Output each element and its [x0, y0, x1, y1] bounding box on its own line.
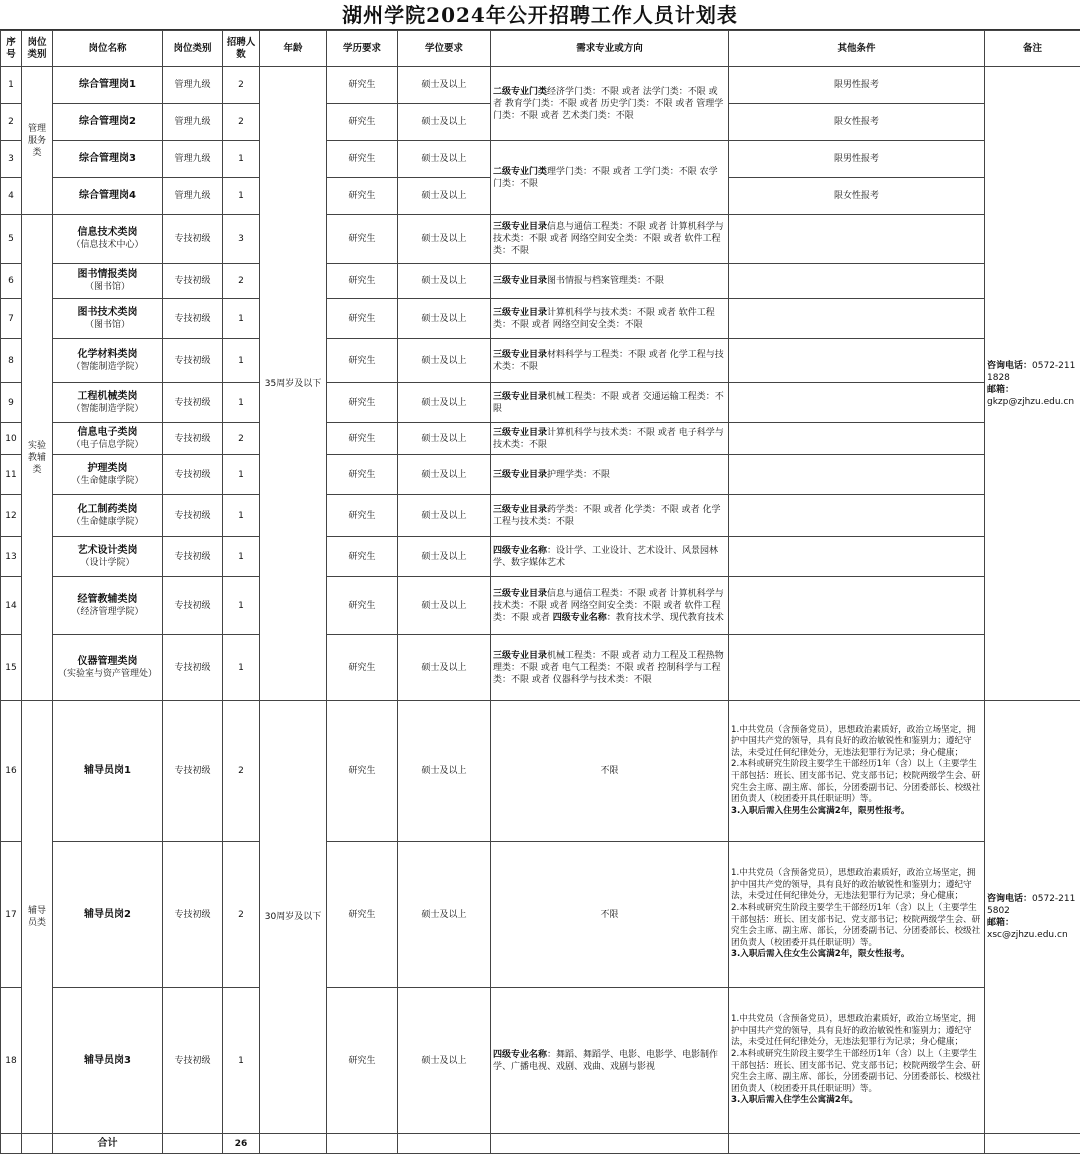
table-row: [1, 455, 1080, 495]
position-dept: （智能制造学院）: [71, 403, 144, 414]
position-level: 管理九级: [163, 104, 223, 141]
condition-2: 2.本科或研究生阶段主要学生干部经历1年（含）以上（主要学生干部包括：班长、团支部书记、党支部书记；校院两级学生会、研究生会主席、副主席、部长，分团委副书记、分团委部长、校级社团负责人（校团委开具任职证明）等。: [731, 902, 981, 948]
education: 研究生: [327, 701, 398, 842]
table-row: [1, 67, 1080, 104]
position-name: 辅导员岗2: [53, 842, 163, 988]
major-text: ：舞蹈、舞蹈学、电影、电影学、电影制作学、广播电视、戏剧、戏曲、戏剧与影视: [493, 1049, 719, 1072]
position-name: [53, 383, 163, 423]
total-count: 26: [223, 1134, 260, 1154]
major-cell: [491, 67, 729, 141]
position-title: 化学材料类岗: [77, 348, 138, 360]
other-conditions: [729, 423, 985, 455]
position-name: 辅导员岗3: [53, 988, 163, 1134]
other-conditions: [729, 988, 985, 1134]
position-dept: （设计学院）: [80, 557, 135, 568]
other-conditions: [729, 537, 985, 577]
table-row: [1, 215, 1080, 264]
header-level: 岗位类别: [163, 31, 223, 67]
hire-count: 3: [223, 215, 260, 264]
total-blank: [327, 1134, 398, 1154]
major-text: 信息与通信工程类：不限 或者 计算机科学与技术类：不限 或者 网络空间安全类：不限 或者 软件工程类：不限: [493, 222, 724, 256]
other-conditions: [729, 577, 985, 635]
table-row: [1, 339, 1080, 383]
phone-number: 0572-2111828: [987, 360, 1076, 383]
degree: 硕士及以上: [398, 339, 491, 383]
major-cell: [491, 537, 729, 577]
other-conditions: 限女性报考: [729, 178, 985, 215]
position-name: [53, 577, 163, 635]
table-row: [1, 537, 1080, 577]
major-text: 机械工程类：不限 或者 动力工程及工程热物理类：不限 或者 电气工程类：不限 或者 控制科学与工程类：不限 或者 仪器科学与技术类：不限: [493, 650, 724, 685]
major-text: 机械工程类：不限 或者 交通运输工程类：不限: [493, 391, 724, 414]
degree: 硕士及以上: [398, 455, 491, 495]
major-cell: [491, 577, 729, 635]
total-blank: [491, 1134, 729, 1154]
condition-2: 2.本科或研究生阶段主要学生干部经历1年（含）以上（主要学生干部包括：班长、团支部书记、党支部书记；校院两级学生会、研究生会主席、副主席、部长，分团委副书记、分团委部长、校级社团负责人（校团委开具任职证明）等。: [731, 1048, 981, 1094]
header-major: 需求专业或方向: [491, 31, 729, 67]
position-level: 专技初级: [163, 215, 223, 264]
row-number: 15: [1, 635, 22, 701]
education: 研究生: [327, 141, 398, 178]
major-text: 材料科学与工程类：不限 或者 化学工程与技术类：不限: [493, 349, 724, 372]
total-blank: [985, 1134, 1080, 1154]
table-row: [1, 299, 1080, 339]
condition-2: 2.本科或研究生阶段主要学生干部经历1年（含）以上（主要学生干部包括：班长、团支部书记、党支部书记；校院两级学生会、研究生会主席、副主席、部长，分团委副书记、分团委部长、校级社团负责人（校团委开具任职证明）等。: [731, 759, 981, 805]
major-cell: [491, 455, 729, 495]
row-number: 2: [1, 104, 22, 141]
education: 研究生: [327, 299, 398, 339]
education: 研究生: [327, 635, 398, 701]
degree: 硕士及以上: [398, 299, 491, 339]
major-cell: [491, 988, 729, 1134]
condition-3: 3.入职后需入住男生公寓满2年，限男性报考。: [731, 805, 910, 816]
position-name: [53, 264, 163, 299]
table-row: [1, 264, 1080, 299]
age-cell: 30周岁及以下: [260, 701, 327, 1134]
degree: 硕士及以上: [398, 842, 491, 988]
hire-count: 1: [223, 141, 260, 178]
degree: 硕士及以上: [398, 178, 491, 215]
position-title: 仪器管理类岗: [77, 655, 138, 667]
other-conditions: [729, 635, 985, 701]
degree: 硕士及以上: [398, 423, 491, 455]
major-level-label: 三级专业目录: [493, 427, 548, 438]
row-number: 17: [1, 842, 22, 988]
position-name: [53, 215, 163, 264]
position-level: 专技初级: [163, 988, 223, 1134]
position-title: 图书技术类岗: [77, 306, 138, 318]
note-cell: [985, 701, 1080, 1134]
position-title: 工程机械类岗: [77, 390, 138, 402]
position-name: 综合管理岗2: [53, 104, 163, 141]
hire-count: 2: [223, 264, 260, 299]
degree: 硕士及以上: [398, 537, 491, 577]
major-level-label: 三级专业目录: [493, 276, 548, 286]
position-level: 专技初级: [163, 577, 223, 635]
education: 研究生: [327, 577, 398, 635]
position-level: 管理九级: [163, 178, 223, 215]
position-title: 图书情报类岗: [77, 269, 138, 280]
header-note: 备注: [985, 31, 1080, 67]
header-no: 序号: [1, 31, 22, 67]
hire-count: 1: [223, 988, 260, 1134]
position-dept: （智能制造学院）: [71, 361, 144, 372]
row-number: 14: [1, 577, 22, 635]
position-name: [53, 455, 163, 495]
education: 研究生: [327, 104, 398, 141]
degree: 硕士及以上: [398, 383, 491, 423]
education: 研究生: [327, 455, 398, 495]
header-education: 学历要求: [327, 31, 398, 67]
degree: 硕士及以上: [398, 635, 491, 701]
category-cell: 管理服务类: [22, 67, 53, 215]
header-count: 招聘人数: [223, 31, 260, 67]
total-label: 合计: [53, 1134, 163, 1154]
hire-count: 2: [223, 842, 260, 988]
table-row: [1, 701, 1080, 842]
header-position: 岗位名称: [53, 31, 163, 67]
position-dept: （实验室与资产管理处）: [57, 668, 157, 679]
total-blank: [22, 1134, 53, 1154]
page-title: 湖州学院2024年公开招聘工作人员计划表: [0, 0, 1080, 30]
hire-count: 1: [223, 537, 260, 577]
education: 研究生: [327, 842, 398, 988]
position-name: [53, 495, 163, 537]
hire-count: 1: [223, 577, 260, 635]
table-row: [1, 141, 1080, 178]
table-row: [1, 383, 1080, 423]
condition-1: 1.中共党员（含预备党员），思想政治素质好，政治立场坚定，拥护中国共产党的领导，具有良好的政治敏锐性和鉴别力；遵纪守法，未受过任何纪律处分，无违法犯罪行为记录；身心健康；: [731, 724, 976, 758]
major-text: 计算机科学与技术类：不限 或者 电子科学与技术类：不限: [493, 427, 724, 450]
position-title: 信息技术类岗: [77, 227, 138, 238]
major-cell: [491, 215, 729, 264]
position-dept: （经济管理学院）: [71, 606, 144, 617]
education: 研究生: [327, 67, 398, 104]
total-blank: [163, 1134, 223, 1154]
position-dept: （信息技术中心）: [71, 240, 144, 250]
major-level-label: 二级专业门类: [493, 86, 548, 97]
position-level: 专技初级: [163, 635, 223, 701]
note-cell: [985, 67, 1080, 701]
hire-count: 2: [223, 67, 260, 104]
row-number: 6: [1, 264, 22, 299]
education: 研究生: [327, 495, 398, 537]
degree: 硕士及以上: [398, 141, 491, 178]
position-dept: （图书馆）: [84, 282, 130, 292]
major-cell: [491, 383, 729, 423]
position-level: 专技初级: [163, 339, 223, 383]
education: 研究生: [327, 383, 398, 423]
hire-count: 1: [223, 635, 260, 701]
header-row: [1, 31, 1080, 67]
position-level: 专技初级: [163, 264, 223, 299]
degree: 硕士及以上: [398, 104, 491, 141]
education: 研究生: [327, 339, 398, 383]
row-number: 13: [1, 537, 22, 577]
degree: 硕士及以上: [398, 264, 491, 299]
header-other: 其他条件: [729, 31, 985, 67]
phone-label: 咨询电话：: [987, 360, 1033, 371]
major-level-label: 三级专业目录: [493, 307, 548, 318]
education: 研究生: [327, 423, 398, 455]
position-level: 专技初级: [163, 537, 223, 577]
phone-label: 咨询电话：: [987, 894, 1033, 904]
position-name: 综合管理岗4: [53, 178, 163, 215]
hire-count: 2: [223, 701, 260, 842]
major-cell: [491, 339, 729, 383]
major-level-label: 三级专业目录: [493, 349, 548, 360]
position-title: 信息电子类岗: [77, 426, 138, 438]
table-row: [1, 495, 1080, 537]
other-conditions: [729, 383, 985, 423]
hire-count: 1: [223, 178, 260, 215]
position-dept: （生命健康学院）: [71, 475, 144, 486]
position-name: [53, 537, 163, 577]
header-degree: 学位要求: [398, 31, 491, 67]
position-level: 专技初级: [163, 299, 223, 339]
position-dept: （图书馆）: [84, 319, 130, 330]
row-number: 8: [1, 339, 22, 383]
position-level: 管理九级: [163, 67, 223, 104]
other-conditions: [729, 299, 985, 339]
row-number: 1: [1, 67, 22, 104]
row-number: 7: [1, 299, 22, 339]
major-cell: 不限: [491, 701, 729, 842]
major-text: 药学类：不限 或者 化学类：不限 或者 化学工程与技术类：不限: [493, 504, 721, 527]
other-conditions: 限女性报考: [729, 104, 985, 141]
major-cell: [491, 264, 729, 299]
hire-count: 1: [223, 383, 260, 423]
condition-1: 1.中共党员（含预备党员），思想政治素质好，政治立场坚定，拥护中国共产党的领导，具有良好的政治敏锐性和鉴别力；遵纪守法，未受过任何纪律处分，无违法犯罪行为记录；身心健康；: [731, 868, 976, 902]
position-dept: （生命健康学院）: [71, 516, 144, 527]
category-cell: 辅导员类: [22, 701, 53, 1134]
position-name: [53, 635, 163, 701]
table-row: [1, 635, 1080, 701]
row-number: 12: [1, 495, 22, 537]
major-text-2: ：教育技术学、现代教育技术: [606, 612, 724, 623]
other-conditions: [729, 264, 985, 299]
major-level-label: 三级专业目录: [493, 650, 548, 661]
row-number: 5: [1, 215, 22, 264]
row-number: 11: [1, 455, 22, 495]
major-text: 护理学类：不限: [547, 469, 611, 480]
position-name: 辅导员岗1: [53, 701, 163, 842]
major-level-label: 三级专业目录: [493, 469, 548, 480]
major-text: ：设计学、工业设计、艺术设计、风景园林学、数字媒体艺术: [493, 545, 719, 568]
position-name: 综合管理岗3: [53, 141, 163, 178]
degree: 硕士及以上: [398, 577, 491, 635]
hire-count: 1: [223, 339, 260, 383]
position-title: 艺术设计类岗: [77, 544, 138, 556]
age-cell: 35周岁及以下: [260, 67, 327, 701]
condition-3: 3.入职后需入住女生公寓满2年，限女性报考。: [731, 949, 910, 960]
major-level-label-2: 四级专业名称: [552, 612, 607, 623]
major-level-label: 三级专业目录: [493, 222, 548, 232]
table-row: [1, 577, 1080, 635]
header-category: 岗位类别: [22, 31, 53, 67]
position-level: 专技初级: [163, 455, 223, 495]
position-title: 化工制药类岗: [77, 503, 138, 515]
position-level: 专技初级: [163, 842, 223, 988]
total-row: [1, 1134, 1080, 1154]
major-cell: [491, 299, 729, 339]
email-label: 邮箱：: [987, 918, 1015, 928]
education: 研究生: [327, 537, 398, 577]
major-level-label: 四级专业名称: [493, 1049, 548, 1060]
total-blank: [1, 1134, 22, 1154]
major-text: 计算机科学与技术类：不限 或者 软件工程类：不限 或者 网络空间安全类：不限: [493, 307, 715, 330]
hire-count: 1: [223, 299, 260, 339]
row-number: 4: [1, 178, 22, 215]
position-dept: （电子信息学院）: [71, 439, 144, 450]
row-number: 9: [1, 383, 22, 423]
condition-1: 1.中共党员（含预备党员），思想政治素质好，政治立场坚定，拥护中国共产党的领导，具有良好的政治敏锐性和鉴别力；遵纪守法，未受过任何纪律处分，无违法犯罪行为记录；身心健康；: [731, 1014, 976, 1048]
other-conditions: 限男性报考: [729, 141, 985, 178]
table-row: [1, 423, 1080, 455]
major-cell: [491, 495, 729, 537]
other-conditions: [729, 215, 985, 264]
position-title: 护理类岗: [87, 462, 128, 474]
degree: 硕士及以上: [398, 495, 491, 537]
position-name: [53, 299, 163, 339]
row-number: 18: [1, 988, 22, 1134]
other-conditions: [729, 842, 985, 988]
email-address: gkzp@zjhzu.edu.cn: [987, 396, 1075, 407]
major-level-label: 四级专业名称: [493, 545, 548, 556]
hire-count: 2: [223, 423, 260, 455]
header-age: 年龄: [260, 31, 327, 67]
position-level: 专技初级: [163, 495, 223, 537]
total-blank: [260, 1134, 327, 1154]
condition-3: 3.入职后需入住学生公寓满2年。: [731, 1095, 858, 1106]
position-level: 专技初级: [163, 701, 223, 842]
education: 研究生: [327, 178, 398, 215]
recruitment-table: [0, 30, 1080, 1154]
other-conditions: [729, 339, 985, 383]
hire-count: 2: [223, 104, 260, 141]
position-name: [53, 339, 163, 383]
category-cell: 实验教辅类: [22, 215, 53, 701]
major-cell: [491, 423, 729, 455]
position-name: [53, 423, 163, 455]
hire-count: 1: [223, 495, 260, 537]
major-text: 理学门类：不限 或者 工学门类：不限 农学门类：不限: [493, 166, 718, 189]
phone-number: 0572-2115802: [987, 894, 1076, 916]
major-cell: [491, 635, 729, 701]
email-address: xsc@zjhzu.edu.cn: [987, 930, 1068, 940]
education: 研究生: [327, 215, 398, 264]
other-conditions: 限男性报考: [729, 67, 985, 104]
row-number: 3: [1, 141, 22, 178]
major-text: 图书情报与档案管理类：不限: [547, 276, 665, 286]
position-name: 综合管理岗1: [53, 67, 163, 104]
other-conditions: [729, 455, 985, 495]
email-label: 邮箱：: [987, 384, 1015, 395]
major-cell: [491, 141, 729, 215]
degree: 硕士及以上: [398, 988, 491, 1134]
total-blank: [398, 1134, 491, 1154]
table-row: [1, 842, 1080, 988]
position-level: 专技初级: [163, 423, 223, 455]
position-level: 专技初级: [163, 383, 223, 423]
total-blank: [729, 1134, 985, 1154]
major-level-label: 三级专业目录: [493, 588, 548, 599]
degree: 硕士及以上: [398, 67, 491, 104]
row-number: 16: [1, 701, 22, 842]
degree: 硕士及以上: [398, 701, 491, 842]
degree: 硕士及以上: [398, 215, 491, 264]
major-level-label: 三级专业目录: [493, 504, 548, 515]
education: 研究生: [327, 264, 398, 299]
hire-count: 1: [223, 455, 260, 495]
position-title: 经管教辅类岗: [77, 593, 138, 605]
position-level: 管理九级: [163, 141, 223, 178]
major-text: 信息与通信工程类：不限 或者 计算机科学与技术类：不限 或者 网络空间安全类：不限 或者 软件工程类：不限 或者: [493, 588, 724, 623]
education: 研究生: [327, 988, 398, 1134]
row-number: 10: [1, 423, 22, 455]
other-conditions: [729, 495, 985, 537]
other-conditions: [729, 701, 985, 842]
major-text: 经济学门类：不限 或者 法学门类：不限 或者 教育学门类：不限 或者 历史学门类：不限 或者 管理学门类：不限 或者 艺术类门类：不限: [493, 86, 724, 121]
major-level-label: 二级专业门类: [493, 166, 548, 177]
table-row: [1, 988, 1080, 1134]
major-cell: 不限: [491, 842, 729, 988]
major-level-label: 三级专业目录: [493, 391, 548, 402]
